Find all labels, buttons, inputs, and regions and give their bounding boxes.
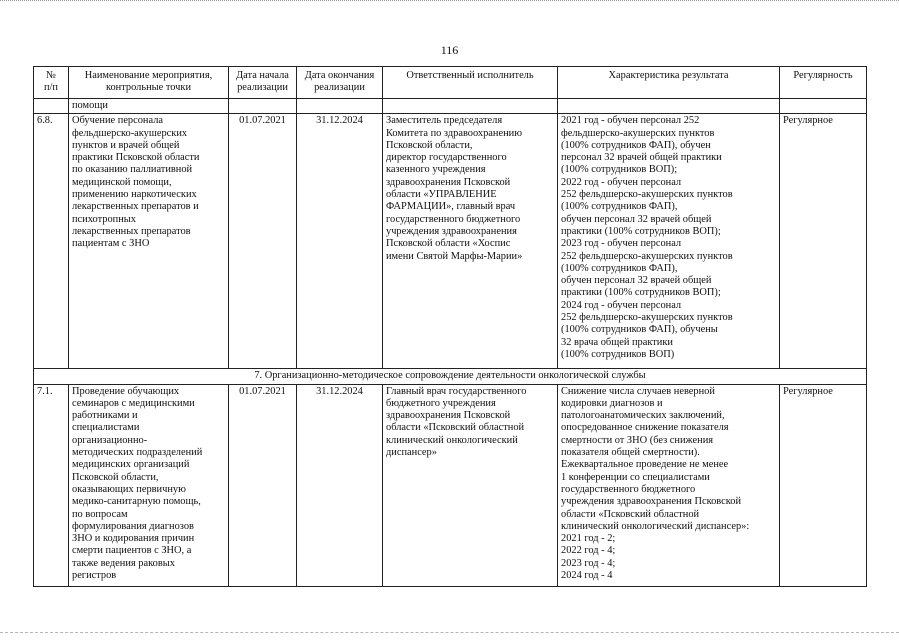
text-line: медико-санитарную помощь, — [72, 496, 201, 508]
cell-result — [558, 99, 780, 114]
text-line: 2022 год - обучен персонал — [561, 176, 682, 188]
text-line: 2021 год - 2; — [561, 533, 616, 545]
text-line: 2023 год - обучен персонал — [561, 238, 682, 250]
text-line: Комитета по здравоохранению — [386, 127, 522, 139]
text-line: бюджетного учреждения — [386, 397, 496, 409]
cell-start-date: 01.07.2021 — [229, 384, 297, 586]
cell-regularity: Регулярное — [780, 114, 867, 369]
text-line: Ответственный исполнитель — [406, 70, 534, 81]
text-line: области «Псковский областной — [561, 508, 700, 520]
cell-name: помощи — [69, 99, 229, 114]
cell-result — [558, 384, 780, 586]
text-line: п/п — [43, 82, 58, 94]
text-line: медицинских организаций — [72, 459, 190, 471]
text-line: (100% сотрудников ФАП), — [561, 262, 678, 274]
text-line: Заместитель председателя — [386, 115, 503, 127]
text-line: опосредованное снижение показателя — [561, 422, 729, 434]
text-line: психотропных — [72, 213, 136, 225]
text-line: организационно- — [72, 434, 148, 446]
text-line: Снижение числа случаев неверной — [561, 385, 715, 397]
cell-executor — [383, 114, 558, 369]
text-line: ФАРМАЦИИ», главный врач — [386, 201, 516, 213]
cell-end-date: 31.12.2024 — [297, 114, 383, 369]
cell-end-date — [297, 99, 383, 114]
cell-executor — [383, 384, 558, 586]
text-line: кодировки диагнозов и — [561, 397, 663, 409]
section-row-7 — [34, 369, 867, 384]
text-line: 252 фельдшерско-акушерских пунктов — [561, 250, 733, 262]
text-line: клинический онкологический — [386, 434, 518, 446]
text-line: практики (100% сотрудников ВОП); — [561, 287, 721, 299]
text-line: Наименование мероприятия, — [84, 70, 213, 81]
text-line: (100% сотрудников ФАП), обучен — [561, 139, 711, 151]
text-line: государственного бюджетного — [561, 483, 696, 495]
text-line: (100% сотрудников ВОП); — [561, 164, 678, 176]
text-line: директор государственного — [386, 152, 507, 164]
text-line: 1 конференции со специалистами — [561, 471, 710, 483]
text-line: Регулярность — [793, 70, 853, 81]
text-line: Дата окончания — [304, 70, 375, 81]
text-line: учреждения здравоохранения Псковской — [561, 496, 742, 508]
text-line: показателя общей смертности). — [561, 447, 700, 459]
text-line: фельдшерско-акушерских пунктов — [561, 127, 715, 139]
header-num — [34, 67, 69, 99]
text-line: регистров — [72, 570, 117, 582]
text-line: Псковской области, — [386, 139, 473, 151]
text-line: работниками и — [72, 410, 138, 422]
text-line: учреждения здравоохранения — [386, 225, 517, 237]
text-line: практики (100% сотрудников ВОП); — [561, 225, 721, 237]
text-line: Псковской области «Хоспис — [386, 238, 511, 250]
text-line: (100% сотрудников ФАП), — [561, 201, 678, 213]
cell-start-date — [229, 99, 297, 114]
text-line: лекарственных препаратов и — [72, 201, 199, 213]
text-line: медицинской помощи, — [72, 176, 172, 188]
text-line: Характеристика результата — [608, 70, 729, 81]
cell-end-date: 31.12.2024 — [297, 384, 383, 586]
text-line: казенного учреждения — [386, 164, 486, 176]
text-line: (100% сотрудников ФАП), обучены — [561, 324, 718, 336]
cell-regularity: Регулярное — [780, 384, 867, 586]
table-row-6-8 — [34, 114, 867, 369]
page-number: 116 — [440, 43, 459, 57]
table-row-7-1 — [34, 384, 867, 586]
text-line: обучен персонал 32 врачей общей — [561, 213, 712, 225]
text-line: 252 фельдшерско-акушерских пунктов — [561, 312, 733, 324]
header-end-date — [297, 67, 383, 99]
text-line: Главный врач государственного — [386, 385, 527, 397]
text-line: также ведения раковых — [72, 557, 175, 569]
cell-num: 7.1. — [34, 384, 69, 586]
text-line: № — [46, 70, 56, 81]
text-line: имени Святой Марфы-Марии» — [386, 250, 523, 262]
cell-executor — [383, 99, 558, 114]
header-start-date — [229, 67, 297, 99]
text-line: применению наркотических — [72, 189, 197, 201]
text-line: по оказанию паллиативной — [72, 164, 193, 176]
text-line: смерти пациентов с ЗНО, а — [72, 545, 192, 557]
header-name — [69, 67, 229, 99]
text-line: пациентам с ЗНО — [72, 238, 150, 250]
text-line: оказывающих первичную — [72, 483, 186, 495]
cell-start-date: 01.07.2021 — [229, 114, 297, 369]
text-line: реализации — [237, 82, 288, 94]
header-regularity — [780, 67, 867, 99]
text-line: области «Псковский областной — [386, 422, 525, 434]
text-line: смертности от ЗНО (без снижения — [561, 434, 714, 446]
text-line: 252 фельдшерско-акушерских пунктов — [561, 189, 733, 201]
header-executor — [383, 67, 558, 99]
text-line: здравоохранения Псковской — [386, 410, 511, 422]
text-line: семинаров с медицинскими — [72, 397, 195, 409]
text-line: фельдшерско-акушерских — [72, 127, 188, 139]
text-line: методических подразделений — [72, 447, 203, 459]
text-line: лекарственных препаратов — [72, 225, 191, 237]
text-line: реализации — [314, 82, 365, 94]
text-line: пунктов и врачей общей — [72, 139, 180, 151]
text-line: 2024 год - обучен персонал — [561, 299, 682, 311]
cell-name — [69, 384, 229, 586]
cell-result — [558, 114, 780, 369]
action-plan-table — [33, 66, 867, 587]
text-line: специалистами — [72, 422, 140, 434]
section-title: 7. Организационно-методическое сопровождение деятельности онкологической службы — [34, 369, 867, 384]
text-line: 2024 год - 4 — [561, 570, 613, 582]
scan-edge-top — [0, 0, 899, 7]
cell-num — [34, 99, 69, 114]
text-line: практики Псковской области — [72, 152, 200, 164]
text-line: Дата начала — [236, 70, 289, 81]
text-line: Ежеквартальное проведение не менее — [561, 459, 729, 471]
cell-num: 6.8. — [34, 114, 69, 369]
text-line: Проведение обучающих — [72, 385, 180, 397]
text-line: Псковской области, — [72, 471, 159, 483]
text-line: персонал 32 врачей общей практики — [561, 152, 722, 164]
header-result — [558, 67, 780, 99]
text-line: клинический онкологический диспансер»: — [561, 520, 750, 532]
text-line: 32 врача общей практики — [561, 336, 673, 348]
scan-edge-bottom — [0, 632, 899, 637]
text-line: 2023 год - 4; — [561, 557, 616, 569]
text-line: формулирования диагнозов — [72, 520, 194, 532]
text-line: (100% сотрудников ВОП) — [561, 348, 675, 360]
text-line: контрольные точки — [105, 82, 192, 94]
text-line: патологоанатомических заключений, — [561, 410, 725, 422]
text-line: Обучение персонала — [72, 115, 163, 127]
table-row-continuation — [34, 99, 867, 114]
text-line: 2021 год - обучен персонал 252 — [561, 115, 700, 127]
text-line: области «УПРАВЛЕНИЕ — [386, 189, 497, 201]
text-line: ЗНО и кодирования причин — [72, 533, 195, 545]
cell-name — [69, 114, 229, 369]
cell-regularity — [780, 99, 867, 114]
table-header-row — [34, 67, 867, 99]
text-line: государственного бюджетного — [386, 213, 521, 225]
text-line: здравоохранения Псковской — [386, 176, 511, 188]
text-line: по вопросам — [72, 508, 128, 520]
text-line: обучен персонал 32 врачей общей — [561, 275, 712, 287]
text-line: диспансер» — [386, 447, 437, 459]
text-line: 2022 год - 4; — [561, 545, 616, 557]
